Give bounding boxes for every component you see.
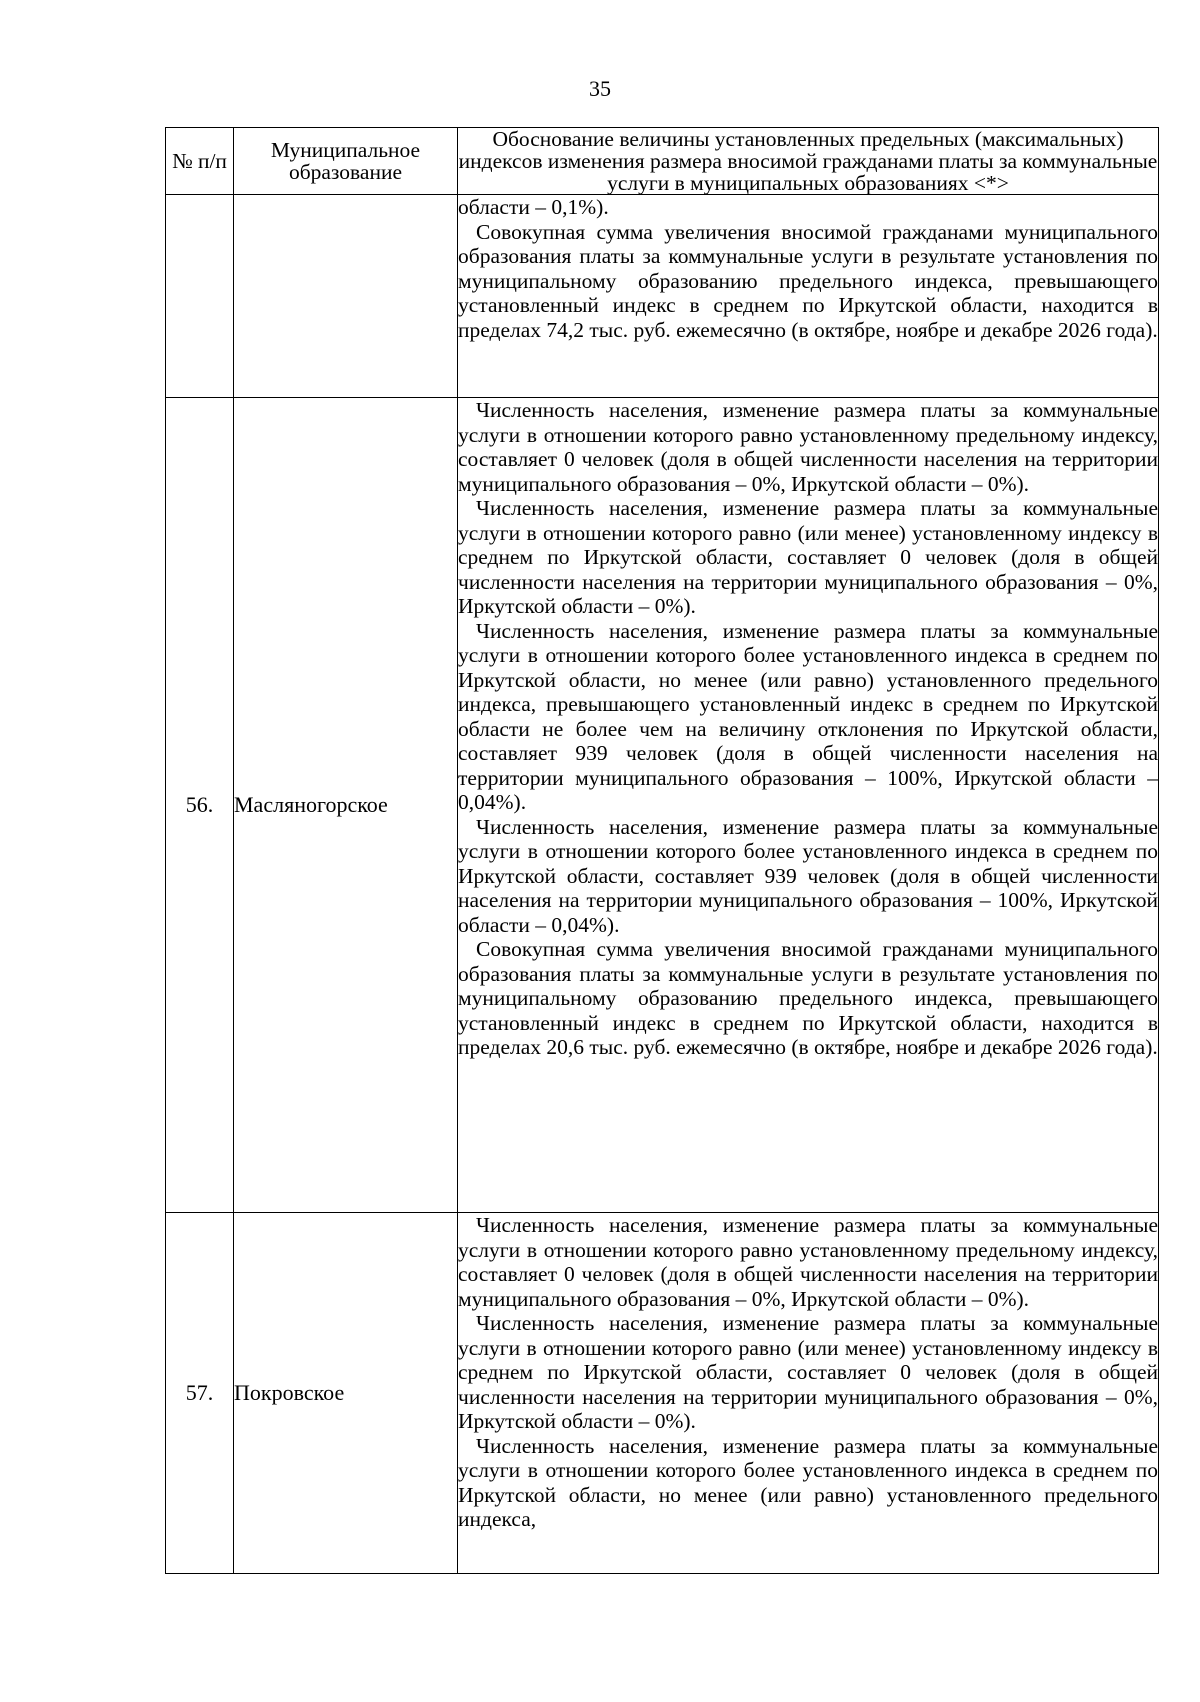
row-municipality: Покровское <box>234 1213 458 1574</box>
header-num: № п/п <box>166 128 234 195</box>
paragraph: Совокупная сумма увеличения вносимой гражданами муниципального образования платы за коммунальные услуги в результате установления по муниципальному образованию предельного индекса, превышающего установленный индекс в среднем по Иркутской области, находится в пределах 20,6 тыс. руб. ежемесячно (в октябре, ноябре и декабре 2026 года). <box>458 937 1158 1059</box>
tariff-justification-table <box>165 127 1159 1574</box>
header-justification: Обоснование величины установленных предельных (максимальных) индексов изменения размера вносимой гражданами платы за коммунальные услуги в муниципальных образованиях <*> <box>458 127 1158 195</box>
paragraph: Численность населения, изменение размера платы за коммунальные услуги в отношении которого более установленного индекса в среднем по Иркутской области, но менее (или равно) установленного предельного индекса, <box>458 1433 1158 1531</box>
row-justification <box>458 1213 1159 1574</box>
paragraph: Численность населения, изменение размера платы за коммунальные услуги в отношении которого более установленного индекса в среднем по Иркутской области, но менее (или равно) установленного предельного индекса, превышающего установленный индекс в среднем по Иркутской области не более чем на величину отклонения по Иркутской области, составляет 939 человек (доля в общей численности населения на территории муниципального образования – 100%, Иркутской области – 0,04%). <box>458 618 1158 814</box>
row-municipality: Масляногорское <box>234 398 458 1213</box>
row-justification <box>458 195 1159 398</box>
row-municipality <box>234 195 458 398</box>
page-number: 35 <box>589 76 611 101</box>
paragraph: области – 0,1%). <box>458 195 609 219</box>
table-header-row <box>166 128 1159 195</box>
paragraph: Численность населения, изменение размера платы за коммунальные услуги в отношении которого равно (или менее) установленному индексу в среднем по Иркутской области, составляет 0 человек (доля в общей численности населения на территории муниципального образования – 0%, Иркутской области – 0%). <box>458 1311 1158 1433</box>
row-num: 56. <box>166 398 234 1213</box>
paragraph: Совокупная сумма увеличения вносимой гражданами муниципального образования платы за коммунальные услуги в результате установления по муниципальному образованию предельного индекса, превышающего установленный индекс в среднем по Иркутской области, находится в пределах 74,2 тыс. руб. ежемесячно (в октябре, ноябре и декабре 2026 года). <box>458 219 1158 342</box>
paragraph: Численность населения, изменение размера платы за коммунальные услуги в отношении которого равно (или менее) установленному индексу в среднем по Иркутской области, составляет 0 человек (доля в общей численности населения на территории муниципального образования – 0%, Иркутской области – 0%). <box>458 496 1158 618</box>
table-row <box>166 1213 1159 1574</box>
table-row <box>166 195 1159 398</box>
paragraph: Численность населения, изменение размера платы за коммунальные услуги в отношении которого равно установленному предельному индексу, составляет 0 человек (доля в общей численности населения на территории муниципального образования – 0%, Иркутской области – 0%). <box>458 398 1158 496</box>
paragraph: Численность населения, изменение размера платы за коммунальные услуги в отношении которого более установленного индекса в среднем по Иркутской области, составляет 939 человек (доля в общей численности населения на территории муниципального образования – 100%, Иркутской области – 0,04%). <box>458 814 1158 937</box>
row-num: 57. <box>166 1213 234 1574</box>
header-municipality: Муниципальное образование <box>234 128 458 195</box>
row-justification <box>458 398 1159 1213</box>
row-num <box>166 195 234 398</box>
table-row <box>166 398 1159 1213</box>
paragraph: Численность населения, изменение размера платы за коммунальные услуги в отношении которого равно установленному предельному индексу, составляет 0 человек (доля в общей численности населения на территории муниципального образования – 0%, Иркутской области – 0%). <box>458 1213 1158 1311</box>
